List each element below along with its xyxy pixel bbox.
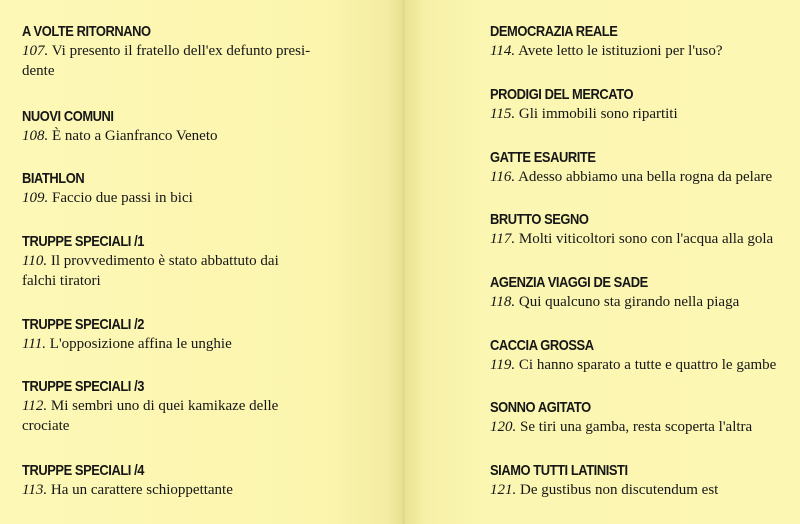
entry-title: CACCIA GROSSA: [490, 337, 594, 354]
joke-entry: [490, 336, 790, 376]
entry-text: Vi presento il fratello dell'ex defunto presi-dente: [22, 43, 311, 79]
entry-title: BRUTTO SEGNO: [490, 211, 589, 228]
right-page: [405, 0, 800, 524]
entry-line: [22, 189, 312, 209]
entry-number: 111.: [22, 336, 47, 352]
joke-entry: [490, 461, 790, 501]
entry-text: Se tiri una gamba, resta scoperta l'altra: [520, 419, 753, 435]
entry-text: Ci hanno sparato a tutte e quattro le gambe: [518, 357, 777, 373]
entry-title: BIATHLON: [22, 170, 85, 187]
entry-title: DEMOCRAZIA REALE: [490, 23, 618, 40]
joke-entry: [22, 169, 312, 209]
entry-text: Molti viticoltori sono con l'acqua alla gola: [518, 231, 774, 247]
entry-text: Il provvedimento è stato abbattuto dai falchi tiratori: [22, 253, 279, 289]
entry-line: [22, 335, 312, 355]
entry-text: Faccio due passi in bici: [52, 190, 193, 206]
entry-line: [490, 230, 790, 250]
entry-text: L'opposizione affina le unghie: [49, 336, 232, 352]
entry-text: Ha un carattere schioppettante: [50, 482, 233, 498]
entry-number: 119.: [490, 357, 516, 373]
entry-line: [22, 252, 312, 291]
entry-text: Qui qualcuno sta girando nella piaga: [518, 294, 740, 310]
entry-title: TRUPPE SPECIALI /1: [22, 233, 145, 250]
entry-number: 107.: [22, 43, 49, 59]
entry-number: 115.: [490, 106, 516, 122]
entry-title: A VOLTE RITORNANO: [22, 23, 151, 40]
joke-entry: [490, 22, 790, 62]
entry-title: TRUPPE SPECIALI /3: [22, 378, 145, 395]
entry-text: Adesso abbiamo una bella rogna da pelare: [518, 169, 773, 185]
entry-title: TRUPPE SPECIALI /4: [22, 462, 145, 479]
joke-entry: [490, 85, 790, 125]
entry-line: [490, 105, 790, 125]
entry-number: 116.: [490, 169, 516, 185]
entry-number: 117.: [490, 231, 516, 247]
entry-line: [22, 127, 312, 147]
entry-number: 113.: [22, 482, 48, 498]
entry-title: SIAMO TUTTI LATINISTI: [490, 462, 628, 479]
joke-entry: [22, 232, 312, 291]
joke-entry: [490, 210, 790, 250]
entry-text: Avete letto le istituzioni per l'uso?: [518, 43, 723, 59]
entry-number: 108.: [22, 128, 49, 144]
entry-text: È nato a Gianfranco Veneto: [52, 128, 218, 144]
entry-number: 114.: [490, 43, 516, 59]
entry-number: 112.: [22, 398, 48, 414]
joke-entry: [490, 148, 790, 188]
entry-title: PRODIGI DEL MERCATO: [490, 86, 634, 103]
joke-entry: [22, 22, 312, 81]
entry-number: 110.: [22, 253, 48, 269]
entry-title: TRUPPE SPECIALI /2: [22, 316, 145, 333]
entry-title: SONNO AGITATO: [490, 399, 591, 416]
entry-line: [490, 356, 790, 376]
entry-line: [490, 481, 790, 501]
entry-number: 120.: [490, 419, 517, 435]
entry-line: [490, 293, 790, 313]
joke-entry: [22, 107, 312, 147]
joke-entry: [22, 315, 312, 355]
entry-number: 118.: [490, 294, 516, 310]
entry-title: GATTE ESAURITE: [490, 149, 596, 166]
entry-title: AGENZIA VIAGGI DE SADE: [490, 274, 648, 291]
entry-text: Mi sembri uno di quei kamikaze delle crociate: [22, 398, 279, 434]
entry-number: 121.: [490, 482, 517, 498]
entry-line: [22, 481, 312, 501]
entry-text: De gustibus non discutendum est: [520, 482, 719, 498]
entry-number: 109.: [22, 190, 49, 206]
joke-entry: [22, 377, 312, 436]
entry-text: Gli immobili sono ripartiti: [518, 106, 678, 122]
entry-line: [490, 418, 790, 438]
entry-line: [490, 42, 790, 62]
book-gutter: [403, 0, 407, 524]
joke-entry: [490, 398, 790, 438]
joke-entry: [490, 273, 790, 313]
entry-line: [490, 168, 790, 188]
entry-line: [22, 42, 312, 81]
entry-line: [22, 397, 312, 436]
joke-entry: [22, 461, 312, 501]
entry-title: NUOVI COMUNI: [22, 108, 114, 125]
